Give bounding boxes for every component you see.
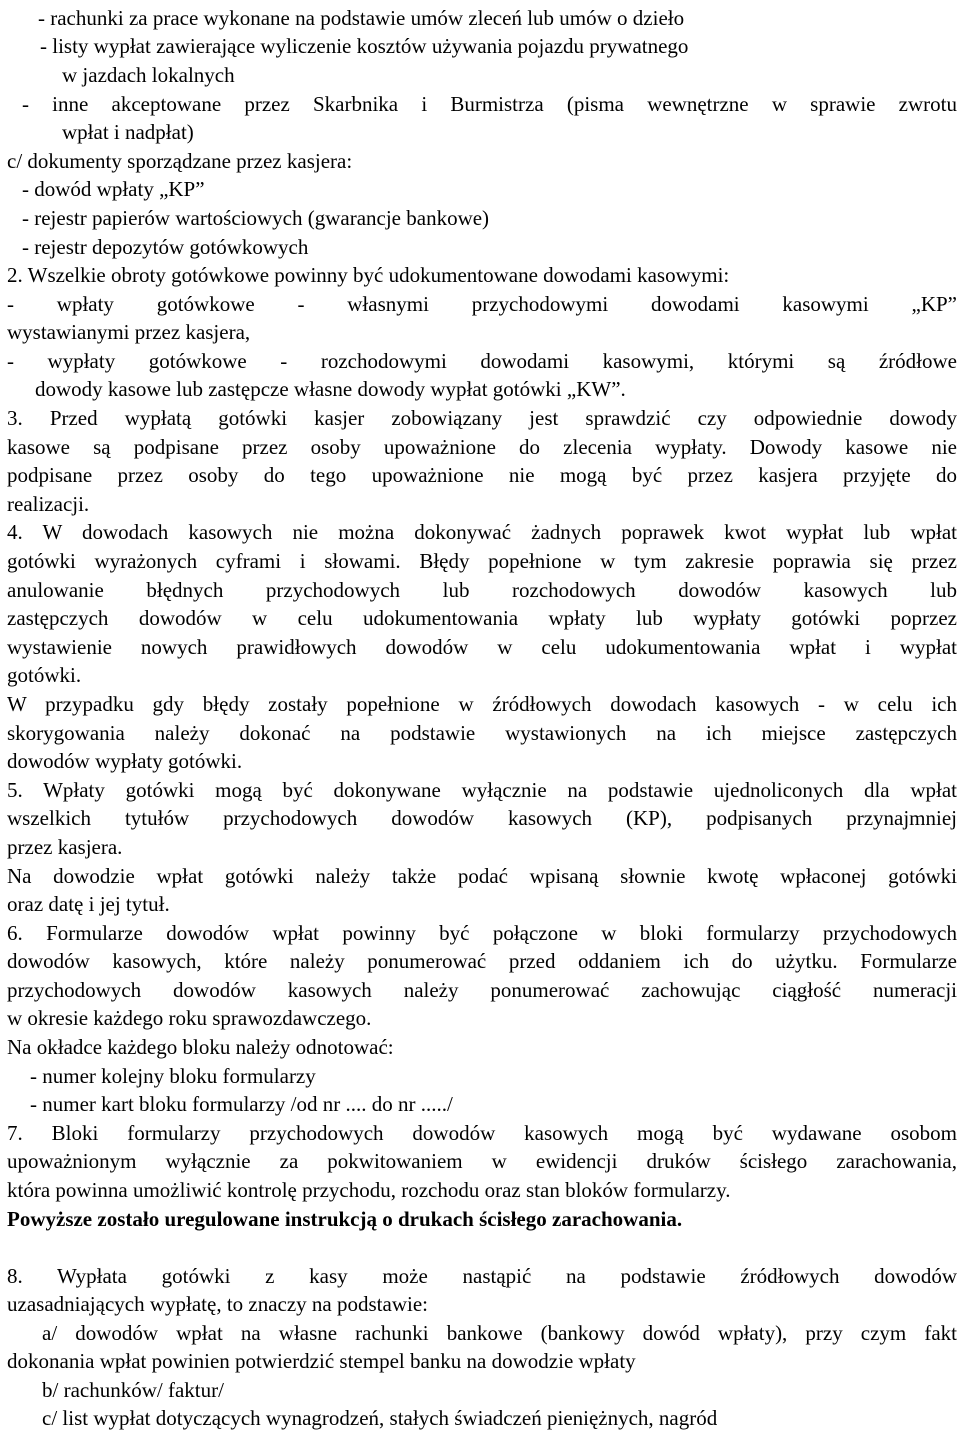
text-line: uzasadniających wypłatę, to znaczy na podstawie: — [7, 1292, 428, 1316]
text-line: 8. Wypłata gotówki z kasy może nastąpić na podstawie źródłowych dowodów — [7, 1264, 957, 1288]
text-line: - rejestr depozytów gotówkowych — [22, 235, 309, 259]
text-line: 3. Przed wypłatą gotówki kasjer zobowiązany jest sprawdzić czy odpowiednie dowody — [7, 406, 957, 430]
text-line: dowodów wypłaty gotówki. — [7, 749, 243, 773]
text-line: 5. Wpłaty gotówki mogą być dokonywane wyłącznie na podstawie ujednoliconych dla wpłat — [7, 778, 957, 802]
text-line: - dowód wpłaty „KP” — [22, 177, 205, 201]
text-line: 7. Bloki formularzy przychodowych dowodów kasowych mogą być wydawane osobom — [7, 1121, 957, 1145]
text-line: przychodowych dowodów kasowych należy ponumerować zachowując ciągłość numeracji — [7, 978, 957, 1002]
text-line: Na dowodzie wpłat gotówki należy także podać wpisaną słownie kwotę wpłaconej gotówki — [7, 864, 957, 888]
text-line: wpłat i nadpłat) — [62, 120, 194, 144]
text-line: anulowanie błędnych przychodowych lub rozchodowych dowodów kasowych lub — [7, 578, 957, 602]
text-line: która powinna umożliwić kontrolę przychodu, rozchodu oraz stan bloków formularzy. — [7, 1178, 731, 1202]
text-line: - listy wypłat zawierające wyliczenie kosztów używania pojazdu prywatnego — [40, 34, 689, 58]
text-line: gotówki wyrażonych cyframi i słowami. Błędy popełnione w tym zakresie poprawia się przez — [7, 549, 957, 573]
text-line: wszelkich tytułów przychodowych dowodów kasowych (KP), podpisanych przynajmniej — [7, 806, 957, 830]
text-line: podpisane przez osoby do tego upoważnione nie mogą być przez kasjera przyjęte do — [7, 463, 957, 487]
text-line: wystawianymi przez kasjera, — [7, 320, 251, 344]
text-line: w jazdach lokalnych — [62, 63, 235, 87]
text-line: dokonania wpłat powinien potwierdzić stempel banku na dowodzie wpłaty — [7, 1349, 636, 1373]
text-line: - wypłaty gotówkowe - rozchodowymi dowodami kasowymi, którymi są źródłowe — [7, 349, 957, 373]
text-line: W przypadku gdy błędy zostały popełnione w źródłowych dowodach kasowych - w celu ich — [7, 692, 957, 716]
text-line: - numer kart bloku formularzy /od nr .... do nr ...../ — [30, 1092, 453, 1116]
text-line: zastępczych dowodów w celu udokumentowania wpłaty lub wypłaty gotówki poprzez — [7, 606, 957, 630]
text-line: oraz datę i jej tytuł. — [7, 892, 170, 916]
text-line: dowody kasowe lub zastępcze własne dowody wypłat gotówki „KW”. — [35, 377, 626, 401]
text-line: realizacji. — [7, 492, 90, 516]
text-line: skorygowania należy dokonać na podstawie wystawionych na ich miejsce zastępczych — [7, 721, 957, 745]
text-line: dowodów kasowych, które należy ponumerować przed oddaniem ich do użytku. Formularze — [7, 949, 957, 973]
text-line: gotówki. — [7, 663, 82, 687]
text-line: przez kasjera. — [7, 835, 123, 859]
text-line: - rejestr papierów wartościowych (gwarancje bankowe) — [22, 206, 490, 230]
text-line: - wpłaty gotówkowe - własnymi przychodowymi dowodami kasowymi „KP” — [7, 292, 957, 316]
text-line: a/ dowodów wpłat na własne rachunki bankowe (bankowy dowód wpłaty), przy czym fakt — [42, 1321, 957, 1345]
text-line: w okresie każdego roku sprawozdawczego. — [7, 1006, 372, 1030]
text-line: Powyższe zostało uregulowane instrukcją o drukach ścisłego zarachowania. — [7, 1207, 683, 1231]
text-line: c/ list wypłat dotyczących wynagrodzeń, stałych świadczeń pieniężnych, nagród — [42, 1406, 718, 1430]
text-line: c/ dokumenty sporządzane przez kasjera: — [7, 149, 353, 173]
text-line: b/ rachunków/ faktur/ — [42, 1378, 224, 1402]
text-line: Na okładce każdego bloku należy odnotować: — [7, 1035, 394, 1059]
text-line: wystawienie nowych prawidłowych dowodów w celu udokumentowania wpłat i wypłat — [7, 635, 957, 659]
text-line: - rachunki za prace wykonane na podstawie umów zleceń lub umów o dzieło — [38, 6, 685, 30]
text-line: - inne akceptowane przez Skarbnika i Burmistrza (pisma wewnętrzne w sprawie zwrotu — [22, 92, 957, 116]
text-line: 4. W dowodach kasowych nie można dokonywać żadnych poprawek kwot wypłat lub wpłat — [7, 520, 957, 544]
text-line: upoważnionym wyłącznie za pokwitowaniem w ewidencji druków ścisłego zarachowania, — [7, 1149, 957, 1173]
text-line: 2. Wszelkie obroty gotówkowe powinny być udokumentowane dowodami kasowymi: — [7, 263, 730, 287]
text-line: kasowe są podpisane przez osoby upoważnione do zlecenia wypłaty. Dowody kasowe nie — [7, 435, 957, 459]
text-line: - numer kolejny bloku formularzy — [30, 1064, 316, 1088]
text-line: 6. Formularze dowodów wpłat powinny być połączone w bloki formularzy przychodowych — [7, 921, 957, 945]
